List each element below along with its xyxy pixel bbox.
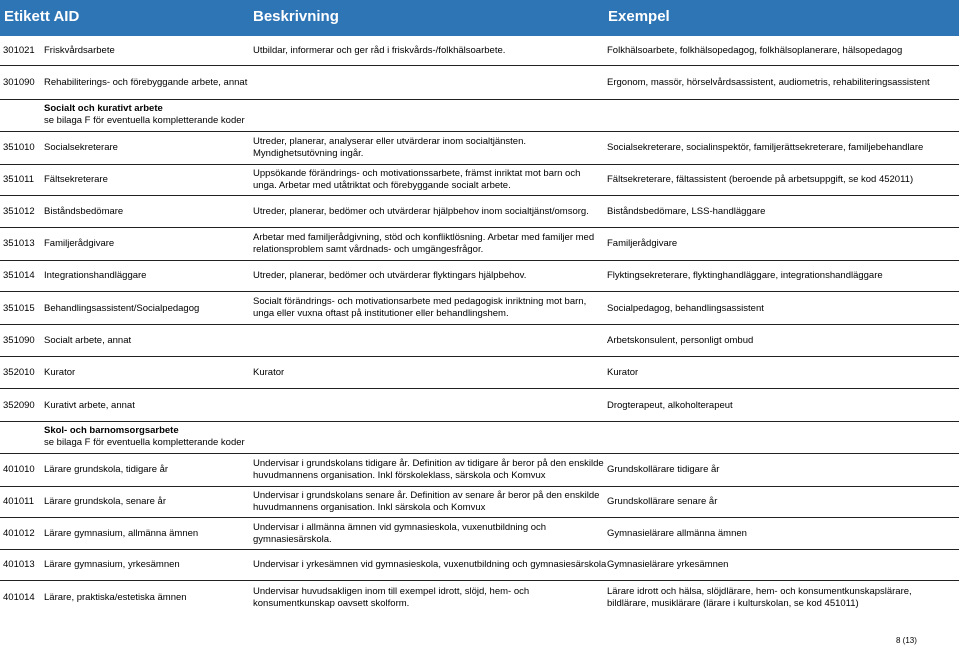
row-code: 401013 — [3, 559, 35, 570]
row-code: 301090 — [3, 77, 35, 88]
table-row — [0, 292, 959, 325]
row-code: 301021 — [3, 45, 35, 56]
row-code: 351013 — [3, 238, 35, 249]
row-description: Undervisar i yrkesämnen vid gymnasieskola, vuxenutbildning och gymnasiesärskola — [253, 559, 607, 570]
section-note: se bilaga F för eventuella kompletterande koder — [44, 437, 245, 448]
row-example: Fältsekreterare, fältassistent (beroende på arbetsuppgift, se kod 452011) — [607, 174, 914, 185]
row-description: Undervisar huvudsakligen inom till exempel idrott, slöjd, hem- och konsumentkunskap oavsett skolform. — [253, 586, 530, 609]
row-code: 401014 — [3, 592, 35, 603]
row-example: Arbetskonsulent, personligt ombud — [607, 335, 754, 346]
row-example: Drogterapeut, alkoholterapeut — [607, 400, 733, 411]
row-code: 351010 — [3, 142, 35, 153]
row-name: Kurativt arbete, annat — [44, 400, 135, 411]
row-name: Fältsekreterare — [44, 174, 108, 185]
row-example: Socialpedagog, behandlingsassistent — [607, 303, 764, 314]
section-heading — [44, 103, 245, 127]
row-code: 351012 — [3, 206, 35, 217]
row-name: Integrationshandläggare — [44, 270, 147, 281]
section-title: Skol- och barnomsorgsarbete — [44, 425, 179, 436]
table-row — [0, 131, 959, 165]
section-title: Socialt och kurativt arbete — [44, 103, 163, 114]
table-row — [0, 325, 959, 357]
row-description: Undervisar i grundskolans tidigare år. Definition av tidigare år beror på den enskilde huvudmannens organisation. Inkl förskoleklass, särskola och Komvux — [253, 458, 604, 481]
row-example: Gymnasielärare yrkesämnen — [607, 559, 729, 570]
row-code: 351090 — [3, 335, 35, 346]
row-description: Uppsökande förändrings- och motivationssarbete, främst inriktat mot barn och unga. Arbetar med utåtriktat och förebyggande socialt arbete. — [253, 168, 581, 191]
row-description: Utreder, planerar, analyserar eller utvärderar inom socialtjänsten. Myndighetsutövning ingår. — [253, 136, 526, 159]
table-row — [0, 261, 959, 292]
table-row — [0, 518, 959, 550]
row-example: Kurator — [607, 367, 639, 378]
table-row — [0, 389, 959, 422]
row-description: Socialt förändrings- och motivationsarbete med pedagogisk inriktning mot barn, unga eller vuxna oftast på institutioner eller behandlingshem. — [253, 296, 587, 319]
row-description: Utreder, planerar, bedömer och utvärderar hjälpbehov inom socialtjänst/omsorg. — [253, 206, 589, 217]
table-row — [0, 36, 959, 66]
row-name: Behandlingsassistent/Socialpedagog — [44, 303, 200, 314]
row-name: Rehabiliterings- och förebyggande arbete, annat — [44, 77, 248, 88]
row-name: Friskvårdsarbete — [44, 45, 115, 56]
row-example: Biståndsbedömare, LSS-handläggare — [607, 206, 766, 217]
row-description: Kurator — [253, 367, 285, 378]
table-row — [0, 357, 959, 389]
row-description: Utreder, planerar, bedömer och utvärderar flyktingars hjälpbehov. — [253, 270, 527, 281]
row-example: Familjerådgivare — [607, 238, 678, 249]
row-name: Lärare gymnasium, yrkesämnen — [44, 559, 180, 570]
row-example: Flyktingsekreterare, flyktinghandläggare, integrationshandläggare — [607, 270, 883, 281]
row-code: 351014 — [3, 270, 35, 281]
row-example: Grundskollärare senare år — [607, 496, 718, 507]
table-row — [0, 66, 959, 100]
row-name: Lärare gymnasium, allmänna ämnen — [44, 528, 199, 539]
row-code: 351011 — [3, 174, 34, 185]
row-name: Familjerådgivare — [44, 238, 115, 249]
table-row — [0, 550, 959, 581]
section-heading — [44, 425, 245, 449]
row-example: Ergonom, massör, hörselvårdsassistent, audiometris, rehabiliteringsassistent — [607, 77, 930, 88]
row-example: Grundskollärare tidigare år — [607, 464, 720, 475]
header-example: Exempel — [608, 8, 670, 25]
row-example: Socialsekreterare, socialinspektör, familjerättsekreterare, familjebehandlare — [607, 142, 924, 153]
row-description: Undervisar i allmänna ämnen vid gymnasieskola, vuxenutbildning och gymnasiesärskola. — [253, 522, 547, 545]
row-code: 401010 — [3, 464, 35, 475]
page-number: 8 (13) — [896, 636, 917, 645]
table-row — [0, 581, 959, 613]
row-code: 351015 — [3, 303, 35, 314]
row-name: Socialt arbete, annat — [44, 335, 132, 346]
row-code: 401011 — [3, 496, 34, 507]
row-description: Arbetar med familjerådgivning, stöd och konfliktlösning. Arbetar med familjer med relationsproblem samt vårdnads- och umgängesfrågor. — [253, 232, 595, 255]
table-row — [0, 453, 959, 487]
row-name: Kurator — [44, 367, 76, 378]
table-row — [0, 228, 959, 261]
table-header — [0, 0, 959, 36]
row-name: Lärare, praktiska/estetiska ämnen — [44, 592, 187, 603]
row-description: Utbildar, informerar och ger råd i friskvårds-/folkhälsoarbete. — [253, 45, 506, 56]
row-name: Lärare grundskola, senare år — [44, 496, 166, 507]
row-name: Socialsekreterare — [44, 142, 118, 153]
section-note: se bilaga F för eventuella kompletterande koder — [44, 115, 245, 126]
table-row — [0, 486, 959, 518]
table-row — [0, 164, 959, 196]
row-example: Lärare idrott och hälsa, slöjdlärare, hem- och konsumentkunskapslärare, bildlärare, musiklärare (lärare i kulturskolan, se kod 451011) — [607, 586, 912, 609]
row-example: Folkhälsoarbete, folkhälsopedagog, folkhälsoplanerare, hälsopedagog — [607, 45, 903, 56]
header-description: Beskrivning — [253, 8, 339, 25]
row-example: Gymnasielärare allmänna ämnen — [607, 528, 747, 539]
row-name: Lärare grundskola, tidigare år — [44, 464, 169, 475]
table-row — [0, 196, 959, 228]
row-code: 352090 — [3, 400, 35, 411]
row-description: Undervisar i grundskolans senare år. Definition av senare år beror på den enskilde huvudmannens organisation. Inkl särskola och Komvux — [253, 490, 600, 513]
header-id: Etikett AID — [4, 8, 80, 25]
row-name: Biståndsbedömare — [44, 206, 124, 217]
row-code: 352010 — [3, 367, 35, 378]
row-code: 401012 — [3, 528, 35, 539]
